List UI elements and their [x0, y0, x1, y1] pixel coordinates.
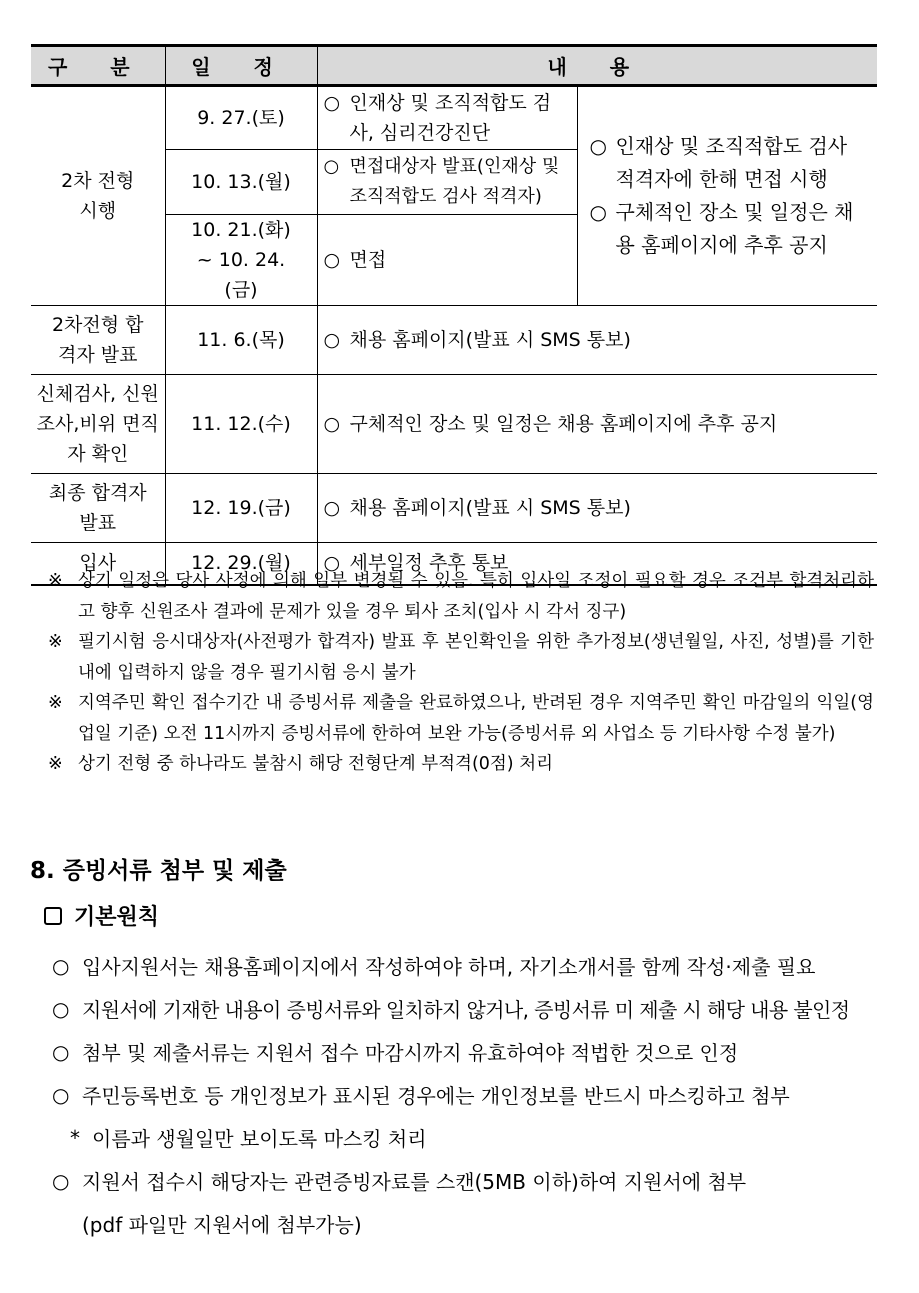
header-category: 구 분 [31, 46, 165, 86]
subsection-title [44, 900, 159, 931]
bullet-marker: ○ [52, 953, 70, 978]
list-item [52, 944, 850, 987]
note-marker: ※ [48, 571, 63, 591]
list-item-text: 주민등록번호 등 개인정보가 표시된 경우에는 개인정보를 반드시 마스킹하고 첨부 [82, 1084, 790, 1108]
row-category: 신체검사, 신원조사,비위 면직자 확인 [31, 375, 165, 474]
sub-list-item-text: 이름과 생월일만 보이도록 마스킹 처리 [92, 1127, 427, 1151]
bullet-marker: ○ [323, 329, 341, 351]
list-item-text: 입사지원서는 채용홈페이지에서 작성하여야 하며, 자기소개서를 함께 작성·제출 필요 [82, 955, 816, 979]
note-marker: ※ [48, 693, 63, 713]
checkbox-square-icon [44, 907, 62, 925]
table-row [31, 306, 877, 375]
cell-text: 면접대상자 발표(인재상 및 조직적합도 검사 적격자) [349, 156, 560, 207]
row-date: 11. 12.(수) [165, 375, 317, 474]
bullet-marker: ○ [323, 413, 341, 435]
table-row [31, 474, 877, 543]
row-content [317, 375, 877, 474]
sub-list-item [52, 1116, 850, 1159]
bullet-marker: ○ [323, 92, 341, 114]
cell-text: 세부일정 추후 통보 [349, 552, 509, 575]
list-item [52, 987, 850, 1030]
bullet-marker: ○ [52, 1039, 70, 1064]
row-category: 입사 [31, 543, 165, 585]
bullet-marker: ○ [323, 497, 341, 519]
note-item [48, 749, 874, 780]
note-item [48, 688, 874, 749]
cell-text: 채용 홈페이지(발표 시 SMS 통보) [349, 329, 631, 351]
bullet-marker: ○ [589, 134, 607, 158]
section-title: 8. 증빙서류 첨부 및 제출 [30, 858, 287, 884]
stage2-content-2 [317, 150, 577, 215]
cell-text: 채용 홈페이지(발표 시 SMS 통보) [349, 497, 631, 519]
stage2-category: 2차 전형 시행 [31, 86, 165, 306]
list-item-text: 지원서에 기재한 내용이 증빙서류와 일치하지 않거나, 증빙서류 미 제출 시 해당 내용 불인정 [82, 998, 850, 1022]
bullet-marker: ○ [52, 1082, 70, 1107]
bullet-marker: ○ [323, 156, 340, 177]
table-row [31, 375, 877, 474]
note-text: 상기 일정은 당사 사정에 의해 일부 변경될 수 있음. 특히 입사일 조정이 필요할 경우 조건부 합격처리하고 향후 신원조사 결과에 문제가 있을 경우 퇴사 조치(입사 시 각서 징구) [78, 571, 874, 622]
row-date: 11. 6.(목) [165, 306, 317, 375]
stage2-notes [577, 86, 877, 306]
bullet-marker: ○ [323, 552, 341, 575]
table-row [31, 86, 877, 150]
stage2-date-3: 10. 21.(화) ~ 10. 24.(금) [165, 215, 317, 306]
bullet-marker: ○ [589, 200, 607, 224]
subsection-label: 기본원칙 [74, 905, 160, 930]
row-date: 12. 19.(금) [165, 474, 317, 543]
table-header [31, 46, 877, 86]
list-item [52, 1073, 850, 1116]
cell-text: 인재상 및 조직적합도 검사, 심리건강진단 [349, 92, 552, 144]
asterisk-marker: * [70, 1125, 80, 1150]
list-item-text: 지원서 접수시 해당자는 관련증빙자료를 스캔(5MB 이하)하여 지원서에 첨부 [82, 1170, 747, 1194]
header-content: 내 용 [317, 46, 877, 86]
row-category: 2차전형 합격자 발표 [31, 306, 165, 375]
stage2-content-3 [317, 215, 577, 306]
row-date: 12. 29.(월) [165, 543, 317, 585]
note-text: 지역주민 확인 접수기간 내 증빙서류 제출을 완료하였으나, 반려된 경우 지역주민 확인 마감일의 익일(영업일 기준) 오전 11시까지 증빙서류에 한하여 보완 가능(증빙서류 외 사업소 등 기타사항 수정 불가) [78, 693, 874, 744]
stage2-note-2: 구체적인 장소 및 일정은 채용 홈페이지에 추후 공지 [615, 200, 854, 257]
principles-list [52, 944, 850, 1245]
row-content [317, 474, 877, 543]
stage2-date-1: 9. 27.(토) [165, 86, 317, 150]
list-item-text: 첨부 및 제출서류는 지원서 접수 마감시까지 유효하여야 적법한 것으로 인정 [82, 1041, 739, 1065]
cell-text: 면접 [349, 249, 387, 271]
row-content [317, 306, 877, 375]
note-marker: ※ [48, 754, 63, 774]
stage2-date-2: 10. 13.(월) [165, 150, 317, 215]
bullet-marker: ○ [52, 996, 70, 1021]
list-item-continuation-text: (pdf 파일만 지원서에 첨부가능) [82, 1213, 362, 1237]
list-item-continuation [52, 1202, 850, 1245]
schedule-notes [48, 566, 874, 780]
schedule-table [31, 44, 877, 586]
bullet-marker: ○ [52, 1168, 70, 1193]
note-item [48, 566, 874, 627]
note-text: 필기시험 응시대상자(사전평가 합격자) 발표 후 본인확인을 위한 추가정보(생년월일, 사진, 성별)를 기한 내에 입력하지 않을 경우 필기시험 응시 불가 [78, 632, 874, 683]
stage2-content-1 [317, 86, 577, 150]
list-item [52, 1030, 850, 1073]
list-item [52, 1159, 850, 1202]
row-category: 최종 합격자 발표 [31, 474, 165, 543]
note-text: 상기 전형 중 하나라도 불참시 해당 전형단계 부적격(0점) 처리 [78, 754, 554, 774]
note-item [48, 627, 874, 688]
cell-text: 구체적인 장소 및 일정은 채용 홈페이지에 추후 공지 [349, 413, 778, 435]
header-date: 일 정 [165, 46, 317, 86]
bullet-marker: ○ [323, 249, 341, 271]
note-marker: ※ [48, 632, 63, 652]
stage2-note-1: 인재상 및 조직적합도 검사 적격자에 한해 면접 시행 [615, 134, 848, 191]
